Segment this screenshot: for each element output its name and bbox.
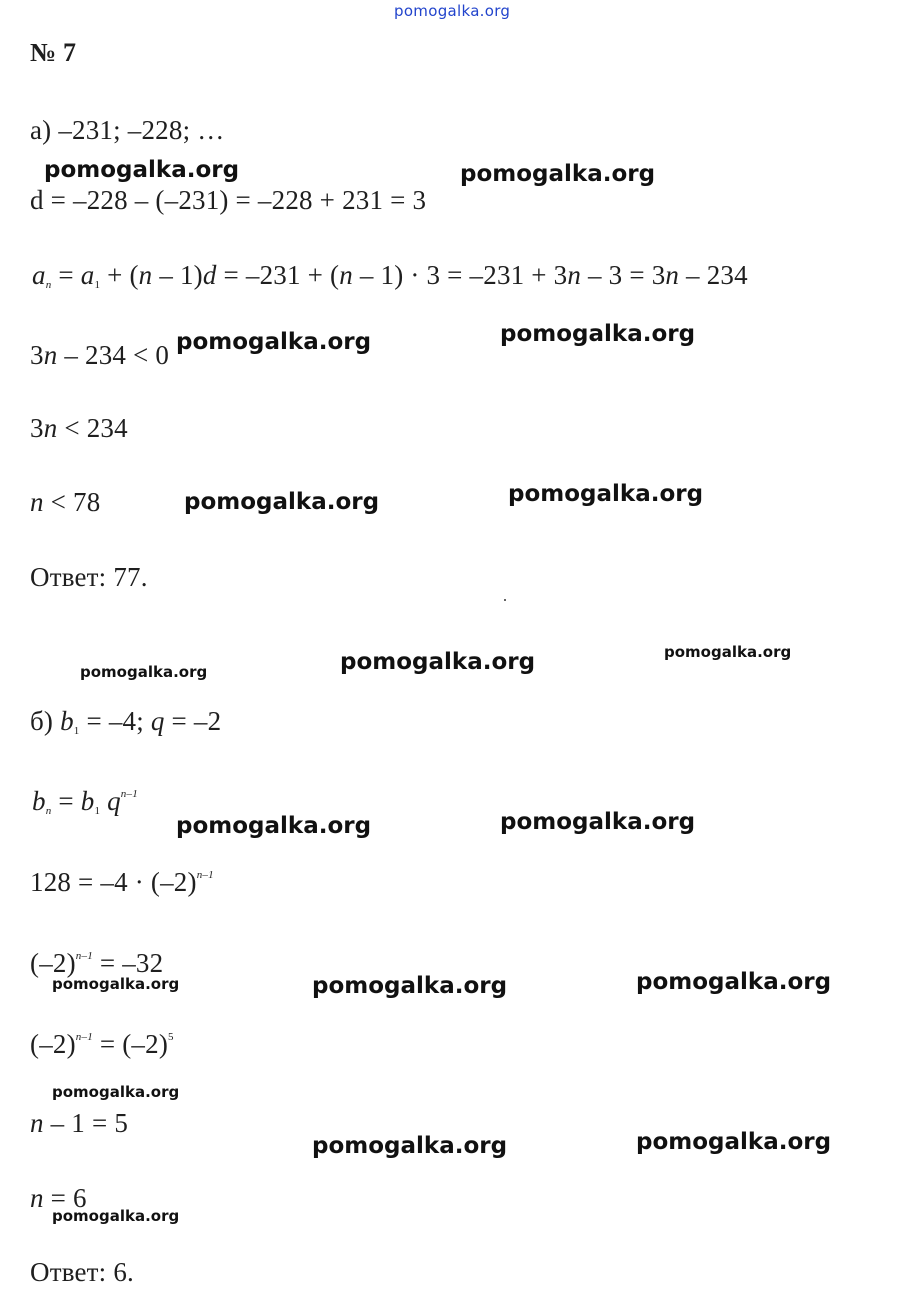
watermark: pomogalka.org [44, 157, 240, 183]
stray-dot [504, 599, 506, 601]
part-a-an-formula: $a_n = a_1 + (n - 1)d = -231 + (n - 1) \cdot 3 = -231 + 3n - 3 = 3n - 234$ [32, 260, 748, 291]
part-a-given: а) –231; –228; … [30, 115, 225, 145]
part-a-answer: Ответ: 77. [30, 562, 148, 592]
watermark: pomogalka.org [52, 975, 180, 993]
part-b-given: б) $b_1 = -4$; q = –2 [30, 706, 222, 737]
part-b-answer: Ответ: 6. [30, 1257, 134, 1287]
watermark: pomogalka.org [664, 643, 792, 661]
part-a-inequality-1: 3n – 234 < 0 [30, 340, 170, 370]
watermark: pomogalka.org [636, 1129, 832, 1155]
watermark: pomogalka.org [312, 1133, 508, 1159]
watermark: pomogalka.org [500, 809, 696, 835]
site-link[interactable]: pomogalka.org [394, 2, 511, 20]
part-a-inequality-2: 3n < 234 [30, 413, 128, 443]
watermark: pomogalka.org [460, 161, 656, 187]
part-a-inequality-3: n < 78 [30, 487, 101, 517]
watermark: pomogalka.org [508, 481, 704, 507]
watermark: pomogalka.org [340, 649, 536, 675]
watermark: pomogalka.org [636, 969, 832, 995]
part-b-formula: $b_n = b_1$ $q^{n-1}$ [32, 786, 138, 817]
part-b-equation-4: n – 1 = 5 [30, 1108, 129, 1138]
watermark: pomogalka.org [176, 329, 372, 355]
part-b-equation-2: $(-2)^{n-1} = -32$ [30, 948, 164, 978]
part-b-equation-5: n = 6 [30, 1183, 87, 1213]
watermark: pomogalka.org [184, 489, 380, 515]
watermark: pomogalka.org [312, 973, 508, 999]
part-b-equation-3: $(-2)^{n-1} = (-2)^5$ [30, 1029, 174, 1059]
watermark: pomogalka.org [80, 663, 208, 681]
watermark: pomogalka.org [176, 813, 372, 839]
watermark: pomogalka.org [52, 1207, 180, 1225]
watermark: pomogalka.org [52, 1083, 180, 1101]
part-a-d-line: d = –228 – (–231) = –228 + 231 = 3 [30, 185, 427, 215]
problem-title: № 7 [30, 38, 77, 67]
watermark: pomogalka.org [500, 321, 696, 347]
part-b-equation-1: $128 = -4 \cdot (-2)^{n-1}$ [30, 867, 214, 897]
